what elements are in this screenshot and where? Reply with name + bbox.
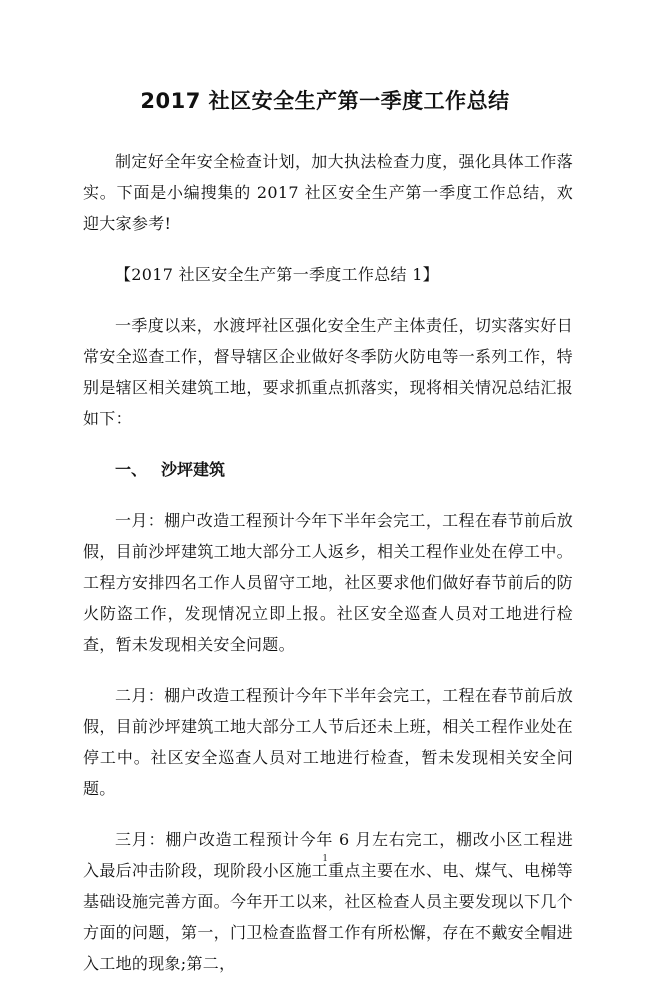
page-number: 1 — [322, 853, 328, 864]
section-heading-text: 沙坪建筑 — [161, 460, 226, 479]
overview-paragraph: 一季度以来，水渡坪社区强化安全生产主体责任，切实落实好日常安全巡查工作，督导辖区企业做好冬季防火防电等一系列工作，特别是辖区相关建筑工地，要求抓重点抓落实，现将相关情况总结汇报如下： — [83, 316, 573, 428]
section-label: 【2017 社区安全生产第一季度工作总结 1】 — [115, 265, 439, 284]
document-body — [83, 146, 573, 999]
document-title: 2017 社区安全生产第一季度工作总结 — [140, 89, 510, 113]
march-paragraph: 三月：棚户改造工程预计今年 6 月左右完工，棚改小区工程进入最后冲击阶段，现阶段小区施工重点主要在水、电、煤气、电梯等基础设施完善方面。今年开工以来，社区检查人员主要发现以下几个方面的问题，第一，门卫检查监督工作有所松懈，存在不戴安全帽进入工地的现象;第二， — [83, 830, 573, 973]
section-heading-number: 一、 — [115, 460, 148, 479]
february-paragraph: 二月：棚户改造工程预计今年下半年会完工，工程在春节前后放假，目前沙坪建筑工地大部分工人节后还未上班，相关工程作业处在停工中。社区安全巡查人员对工地进行检查，暂未发现相关安全问题。 — [83, 686, 573, 798]
january-paragraph: 一月：棚户改造工程预计今年下半年会完工，工程在春节前后放假，目前沙坪建筑工地大部分工人返乡，相关工程作业处在停工中。工程方安排四名工作人员留守工地，社区要求他们做好春节前后的防火防盗工作，发现情况立即上报。社区安全巡查人员对工地进行检查，暂未发现相关安全问题。 — [83, 511, 573, 654]
intro-paragraph: 制定好全年安全检查计划，加大执法检查力度，强化具体工作落实。下面是小编搜集的 2017 社区安全生产第一季度工作总结，欢迎大家参考! — [83, 152, 573, 233]
section-heading — [83, 454, 573, 485]
